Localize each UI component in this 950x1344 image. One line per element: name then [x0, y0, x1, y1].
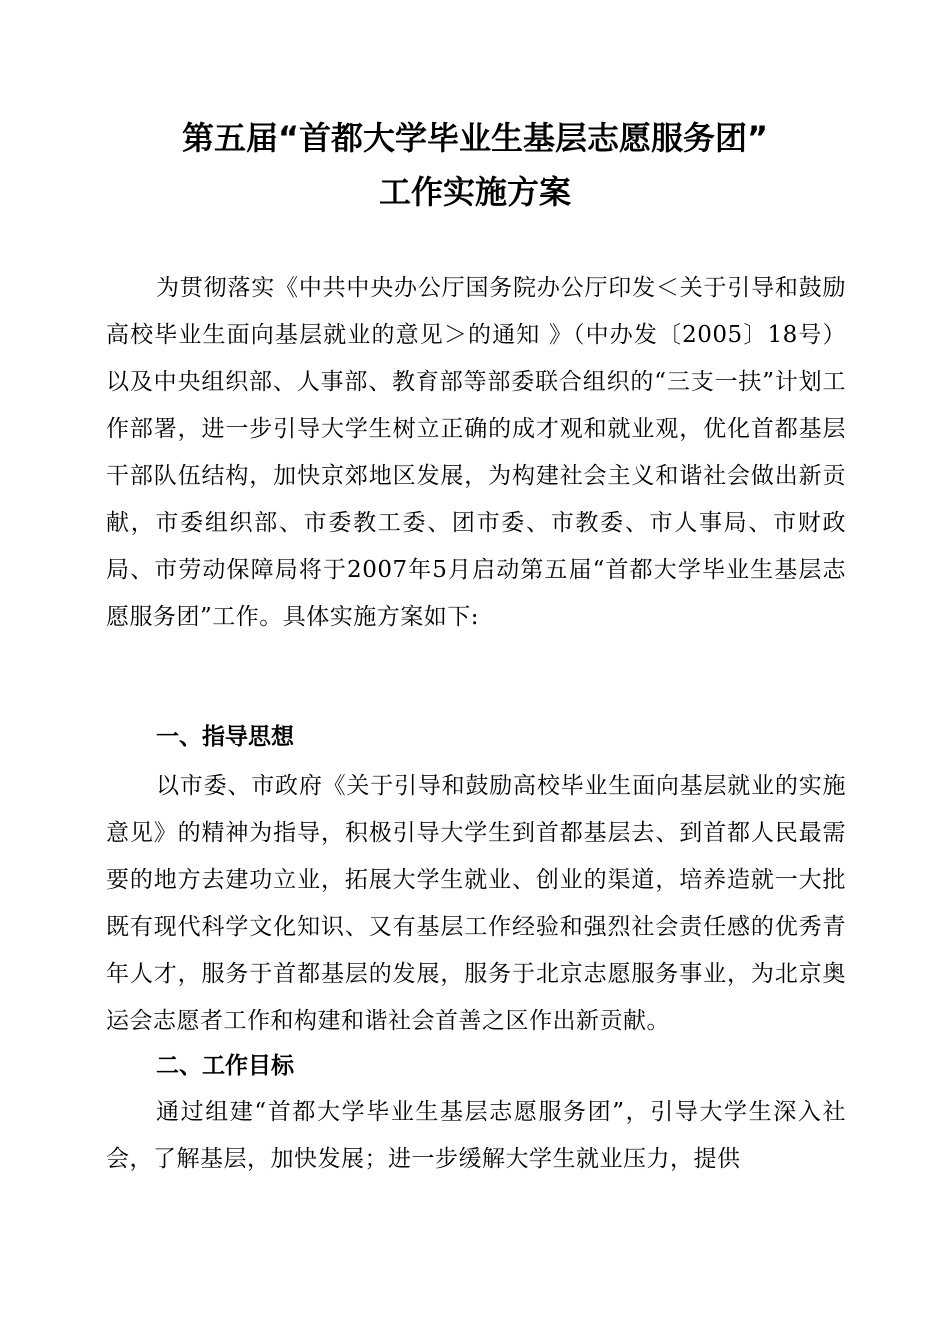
document-title-line-1: 第五届“首都大学毕业生基层志愿服务团” — [181, 119, 769, 157]
guiding-ideology-paragraph: 以市委、市政府《关于引导和鼓励高校毕业生面向基层就业的实施意见》的精神为指导，积极引导大学生到首都基层去、到首都人民最需要的地方去建功立业，拓展大学生就业、创业的渠道，培养造就一大批既有现代科学文化知识、又有基层工作经验和强烈社会责任感的优秀青年人才，服务于首都基层的发展，服务于北京志愿服务事业，为北京奥运会志愿者工作和构建和谐社会首善之区作出新贡献。 — [106, 773, 846, 1034]
document-title-line-2: 工作实施方案 — [378, 173, 571, 211]
work-goals-paragraph: 通过组建“首都大学毕业生基层志愿服务团”，引导大学生深入社会，了解基层，加快发展；进一步缓解大学生就业压力，提供 — [106, 1099, 846, 1172]
section-heading-work-goals: 二、工作目标 — [156, 1053, 294, 1079]
intro-paragraph: 为贯彻落实《中共中央办公厅国务院办公厅印发＜关于引导和鼓励高校毕业生面向基层就业的意见＞的通知 》（中办发〔2005〕18号）以及中央组织部、人事部、教育部等部委联合组织的“三支一扶”计划工作部署，进一步引导大学生树立正确的成才观和就业观，优化首都基层干部队伍结构，加快京郊地区发展，为构建社会主义和谐社会做出新贡献，市委组织部、市委教工委、团市委、市教委、市人事局、市财政局、市劳动保障局将于2007年5月启动第五届“首都大学毕业生基层志愿服务团”工作。具体实施方案如下: — [106, 275, 846, 630]
section-heading-guiding-ideology: 一、指导思想 — [156, 724, 294, 750]
